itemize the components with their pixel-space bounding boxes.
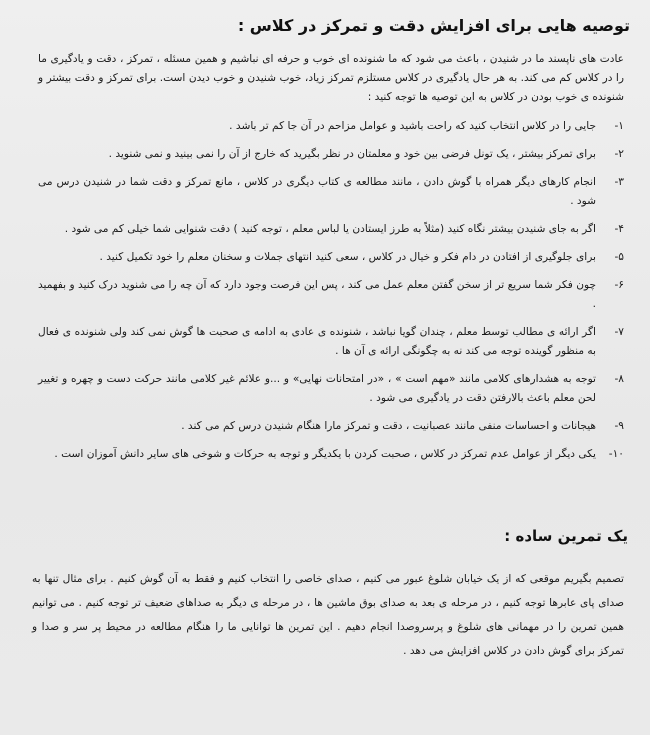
list-item: [38, 173, 624, 211]
tips-content: [38, 50, 624, 473]
list-item: [38, 220, 624, 239]
list-item: [38, 417, 624, 436]
item-number: ۲-: [614, 148, 624, 160]
list-item: [38, 323, 624, 361]
item-number: ۴-: [614, 223, 624, 235]
item-text: انجام کارهای دیگر همراه با گوش دادن ، مانند مطالعه ی کتاب دیگری در کلاس ، مانع تمرکز و دقت شما در شنیدن درس می شود .: [38, 176, 596, 207]
item-text: چون فکر شما سریع تر از سخن گفتن معلم عمل می کند ، پس این فرصت وجود دارد که آن چه را می شنوید درک کنید و بفهمید .: [38, 279, 596, 310]
item-number: ۵-: [614, 251, 624, 263]
item-text: جایی را در کلاس انتخاب کنید که راحت باشید و عوامل مزاحم در آن جا کم تر باشد .: [229, 120, 596, 132]
item-text: هیجانات و احساسات منفی مانند عصبانیت ، دقت و تمرکز مارا هنگام شنیدن درس کم می کند .: [181, 420, 596, 432]
item-number: ۱۰-: [608, 448, 624, 460]
item-number: ۳-: [614, 176, 624, 188]
item-text: برای تمرکز بیشتر ، یک تونل فرضی بین خود و معلمتان در نظر بگیرید که خارج از آن را نمی بینید و نمی شنوید .: [108, 148, 596, 160]
item-number: ۹-: [614, 420, 624, 432]
list-item: [38, 370, 624, 408]
item-text: اگر به جای شنیدن بیشتر نگاه کنید (مثلاً به طرز ایستادن یا لباس معلم ، توجه کنید ) دقت شنوایی شما خیلی کم می شود .: [64, 223, 596, 235]
intro-paragraph: عادت های ناپسند ما در شنیدن ، باعث می شود که ما شنونده ای خوب و حرفه ای نباشیم و همین مسئله ، تمرکز ، دقت و یادگیری ما را در کلاس کم می کند. به هر حال یادگیری در کلاس مستلزم تمرکز زیاد، خوب شنیدن و خوب دیدن است. برای تمرکز و دقت بیشتر و شنونده ی خوب بودن در کلاس به این توصیه ها توجه کنید :: [38, 53, 624, 103]
page-title: توصیه هایی برای افزایش دقت و تمرکز در کلاس :: [237, 16, 630, 35]
list-item: [38, 248, 624, 267]
item-text: اگر ارائه ی مطالب توسط معلم ، چندان گویا نباشد ، شنونده ی عادی به ادامه ی صحبت ها گوش نمی کند ولی شنونده ی فعال به منظور گوینده توجه می کند نه به چگونگی ارائه ی آن ها .: [38, 326, 596, 357]
list-item: [38, 445, 624, 464]
list-item: [38, 145, 624, 164]
item-number: ۱-: [614, 120, 624, 132]
exercise-heading: یک تمرین ساده :: [504, 527, 628, 545]
item-number: ۸-: [614, 373, 624, 385]
exercise-paragraph: تصمیم بگیریم موقعی که از یک خیابان شلوغ عبور می کنیم ، صدای خاصی را انتخاب کنیم و فقط به آن گوش کنیم . برای مثال تنها به صدای پای عابرها توجه کنیم ، در مرحله ی بعد به صدای بوق ماشین ها ، در مرحله ی دیگر به صداهای ضعیف تر توجه کنیم . می توانیم همین تمرین را در مهمانی های شلوغ و پرسروصدا انجام دهیم . این تمرین ها توانایی ما را هنگام مطالعه در محیط پر سر و صدا و تمرکز برای گوش دادن در کلاس افزایش می دهد .: [32, 573, 624, 657]
list-item: [38, 117, 624, 136]
item-text: یکی دیگر از عوامل عدم تمرکز در کلاس ، صحبت کردن با یکدیگر و توجه به حرکات و شوخی های سایر دانش آموزان است .: [54, 448, 596, 460]
list-item: [38, 276, 624, 314]
item-number: ۷-: [614, 326, 624, 338]
item-number: ۶-: [614, 279, 624, 291]
item-text: برای جلوگیری از افتادن در دام فکر و خیال در کلاس ، سعی کنید انتهای جملات و سخنان معلم را خود تکمیل کنید .: [99, 251, 596, 263]
item-text: توجه به هشدارهای کلامی مانند «مهم است » ، «در امتحانات نهایی» و ...و علائم غیر کلامی مانند حرکت دست و چهره و تغییر لحن معلم باعث بالارفتن دقت در یادگیری می شود .: [38, 373, 596, 404]
